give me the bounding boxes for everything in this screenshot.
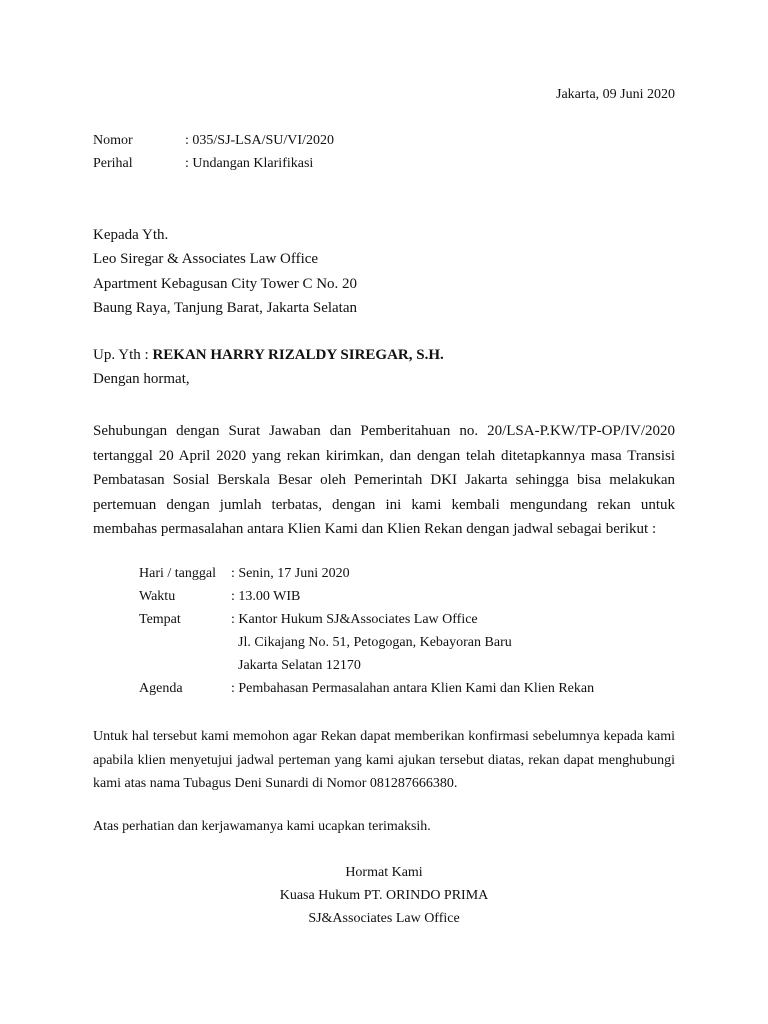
recipient-salutation: Kepada Yth. (93, 227, 169, 243)
schedule-label-date: Hari / tanggal (139, 566, 216, 581)
recipient-address-line1: Apartment Kebagusan City Tower C No. 20 (93, 276, 358, 292)
body-paragraph-2: Untuk hal tersebut kami memohon agar Rekan dapat memberikan konfirmasi sebelumnya kepada kami apabila klien menyetujui jadwal perteman yang kami ajukan tersebut diatas, rekan dapat menghubungi kami atas nama Tubagus Deni Sunardi di Nomor 081287666380. (93, 729, 675, 791)
recipient-address-line2: Baung Raya, Tanjung Barat, Jakarta Selatan (93, 300, 358, 316)
schedule-value-place-street: Jl. Cikajang No. 51, Petogogan, Kebayoran Baru (231, 635, 512, 650)
recipient-firm: Leo Siregar & Associates Law Office (93, 251, 319, 267)
meta-value-nomor: : 035/SJ-LSA/SU/VI/2020 (185, 133, 334, 148)
body-paragraph-1: Sehubungan dengan Surat Jawaban dan Pemberitahuan no. 20/LSA-P.KW/TP-OP/IV/2020 tertanggal 20 April 2020 yang rekan kirimkan, dan dengan telah ditetapkannya masa Transisi Pembatasan Sosial Berskala Besar oleh Pemerintah DKI Jakarta sehingga bisa melakukan pertemuan dengan jumlah terbatas, dengan ini kami kembali mengundang rekan untuk membahas permasalahan antara Klien Kami dan Klien Rekan dengan jadwal sebagai berikut : (93, 423, 675, 537)
schedule-value-place-city: Jakarta Selatan 12170 (231, 658, 361, 673)
attention-prefix: Up. Yth : (93, 347, 153, 363)
meta-label-perihal: Perihal (93, 156, 133, 171)
signature-closing: Hormat Kami (345, 865, 423, 880)
attention-line (93, 347, 444, 364)
schedule-label-time: Waktu (139, 589, 176, 604)
signature-role: Kuasa Hukum PT. ORINDO PRIMA (279, 888, 489, 903)
schedule-value-date: : Senin, 17 Juni 2020 (231, 566, 350, 581)
schedule-label-agenda: Agenda (139, 681, 183, 696)
schedule-value-time: : 13.00 WIB (231, 589, 301, 604)
schedule-value-place: : Kantor Hukum SJ&Associates Law Office (231, 612, 478, 627)
attention-name: REKAN HARRY RIZALDY SIREGAR, S.H. (152, 347, 444, 363)
closing-paragraph: Atas perhatian dan kerjawamanya kami ucapkan terimaksih. (93, 819, 431, 834)
schedule-label-place: Tempat (139, 612, 181, 627)
meta-value-perihal: : Undangan Klarifikasi (185, 156, 314, 171)
letter-date: Jakarta, 09 Juni 2020 (556, 87, 675, 102)
meta-label-nomor: Nomor (93, 133, 133, 148)
greeting: Dengan hormat, (93, 371, 190, 387)
signature-firm: SJ&Associates Law Office (308, 911, 460, 926)
schedule-value-agenda: : Pembahasan Permasalahan antara Klien Kami dan Klien Rekan (231, 681, 595, 696)
